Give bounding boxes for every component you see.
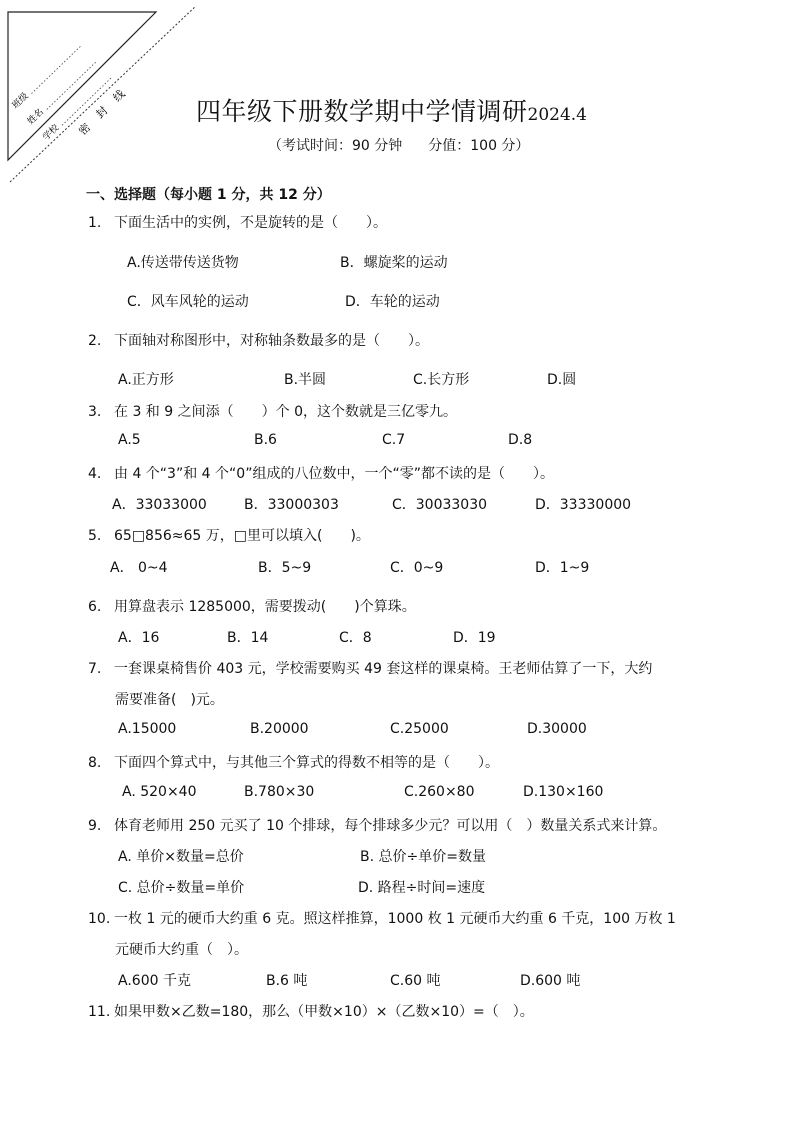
- question-text: 下面四个算式中，与其他三个算式的得数不相等的是（ ）。: [114, 755, 499, 771]
- title-text: 四年级下册数学期中学情调研: [196, 97, 528, 126]
- question-text: 一套课桌椅售价 403 元，学校需要购买 49 套这样的课桌椅。王老师估算了一下，大约: [114, 661, 653, 677]
- option-a: A.传送带传送货物: [127, 255, 239, 271]
- question-text: 一枚 1 元的硬币大约重 6 克。照这样推算，1000 枚 1 元硬币大约重 6 千克，100 万枚 1: [114, 911, 676, 927]
- option-a: A. 单价×数量=总价: [118, 849, 244, 865]
- class-label: 班级: [10, 91, 31, 112]
- option-a: A．33033000: [112, 497, 207, 513]
- question-number: 11.: [88, 1004, 111, 1020]
- option-b: B．33000303: [244, 497, 339, 513]
- option-a: A.15000: [118, 721, 177, 737]
- question-text: 65□856≈65 万，□里可以填入( )。: [114, 528, 370, 544]
- option-b: B．5~9: [258, 560, 312, 576]
- option-b: B.6: [254, 432, 277, 448]
- question-number: 7.: [88, 661, 102, 677]
- option-a: A.5: [118, 432, 141, 448]
- question-4: [88, 463, 554, 483]
- question-1: [88, 212, 387, 232]
- exam-info: [268, 135, 529, 155]
- question-11: [88, 1001, 534, 1021]
- question-7: [88, 658, 652, 678]
- option-b: B．螺旋桨的运动: [340, 255, 448, 271]
- school-label: 学校: [41, 123, 62, 143]
- question-5: [88, 525, 370, 545]
- seal-char-3: 线: [110, 87, 128, 105]
- option-a: A．16: [118, 630, 160, 646]
- question-text: 由 4 个“3”和 4 个“0”组成的八位数中，一个“零”都不读的是（ ）。: [114, 466, 554, 482]
- option-c: C．0~9: [390, 560, 444, 576]
- option-a: A． 0~4: [110, 560, 168, 576]
- question-text: 在 3 和 9 之间添（ ）个 0，这个数就是三亿零九。: [114, 404, 457, 420]
- score-info: 分值：100 分）: [428, 138, 530, 154]
- question-text: 用算盘表示 1285000，需要拨动( )个算珠。: [114, 599, 416, 615]
- question-number: 6.: [88, 599, 102, 615]
- question-number: 5.: [88, 528, 102, 544]
- option-a: A. 520×40: [122, 784, 197, 800]
- option-d: D. 路程÷时间=速度: [358, 880, 486, 896]
- question-9: [88, 815, 666, 835]
- option-d: D．车轮的运动: [345, 294, 440, 310]
- question-10: [88, 908, 676, 928]
- option-b: B.780×30: [244, 784, 315, 800]
- seal-char-1: 密: [76, 120, 94, 138]
- option-c: C. 总价÷数量=单价: [118, 880, 245, 896]
- question-number: 3.: [88, 404, 102, 420]
- question-text: 体育老师用 250 元买了 10 个排球，每个排球多少元？可以用（ ）数量关系式来计算。: [114, 818, 667, 834]
- class-line: [31, 45, 81, 94]
- option-d: D.圆: [547, 372, 577, 388]
- option-c: C.60 吨: [390, 973, 441, 989]
- title-date: 2024.4: [527, 105, 587, 125]
- seal-char-2: 封: [93, 104, 111, 122]
- option-c: C.260×80: [404, 784, 475, 800]
- question-text: 如果甲数×乙数=180，那么（甲数×10）×（乙数×10）=（ ）。: [114, 1004, 534, 1020]
- question-number: 2.: [88, 333, 102, 349]
- option-d: D．33330000: [535, 497, 632, 513]
- option-b: B. 总价÷单价=数量: [360, 849, 486, 865]
- option-c: C.长方形: [413, 372, 470, 388]
- question-6: [88, 596, 416, 616]
- question-number: 8.: [88, 755, 102, 771]
- question-2: [88, 330, 429, 350]
- question-text: 下面轴对称图形中，对称轴条数最多的是（ ）。: [114, 333, 429, 349]
- option-d: D.130×160: [523, 784, 604, 800]
- option-b: B.6 吨: [266, 973, 308, 989]
- option-b: B.20000: [250, 721, 309, 737]
- section-heading: 一、选择题（每小题 1 分，共 12 分）: [86, 187, 331, 203]
- question-text: 下面生活中的实例，不是旋转的是（ ）。: [114, 215, 387, 231]
- time-info: （考试时间：90 分钟: [268, 138, 403, 154]
- option-c: C．风车风轮的运动: [127, 294, 249, 310]
- option-d: D.600 吨: [520, 973, 581, 989]
- name-label: 姓名: [26, 107, 46, 127]
- option-d: D.30000: [527, 721, 587, 737]
- option-c: C.25000: [390, 721, 449, 737]
- option-b: B．14: [227, 630, 269, 646]
- option-d: D．1~9: [535, 560, 590, 576]
- question-7-continuation: 需要准备( )元。: [115, 692, 224, 708]
- question-10-continuation: 元硬币大约重（ ）。: [115, 942, 248, 958]
- option-a: A.正方形: [118, 372, 174, 388]
- question-8: [88, 752, 499, 772]
- question-3: [88, 401, 457, 421]
- question-number: 10.: [88, 911, 111, 927]
- seal-triangle: [0, 0, 200, 190]
- option-b: B.半圆: [284, 372, 327, 388]
- option-d: D.8: [508, 432, 533, 448]
- question-number: 9.: [88, 818, 102, 834]
- page-title: [196, 92, 587, 128]
- option-a: A.600 千克: [118, 973, 191, 989]
- name-line: [47, 61, 97, 110]
- option-c: C．8: [339, 630, 372, 646]
- question-number: 4.: [88, 466, 102, 482]
- question-number: 1.: [88, 215, 102, 231]
- option-c: C．30033030: [392, 497, 488, 513]
- option-c: C.7: [382, 432, 406, 448]
- option-d: D．19: [453, 630, 496, 646]
